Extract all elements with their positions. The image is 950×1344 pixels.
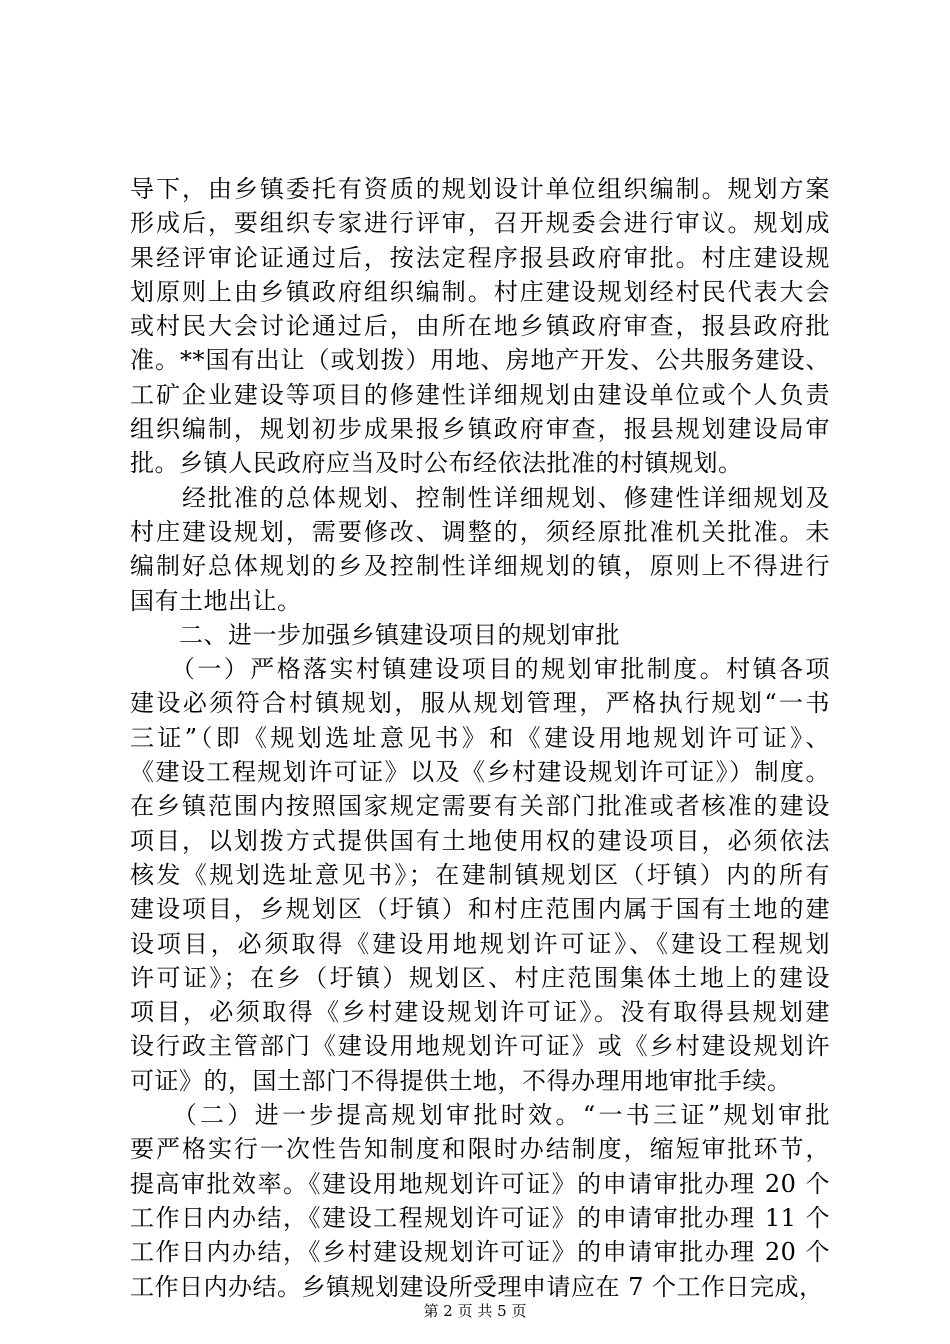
- text-line: 《建设工程规划许可证》以及《乡村建设规划许可证》）制度。: [130, 758, 830, 787]
- text-line: 三证”（即《规划选址意见书》和《建设用地规划许可证》、: [130, 723, 830, 752]
- text-line: 或村民大会讨论通过后，由所在地乡镇政府审查，报县政府批: [130, 312, 830, 341]
- text-line: 工矿企业建设等项目的修建性详细规划由建设单位或个人负责: [130, 380, 830, 409]
- text-line: 可证》的，国土部门不得提供土地，不得办理用地审批手续。: [130, 1066, 792, 1095]
- text-line: 工作日内办结。乡镇规划建设所受理申请应在 7 个工作日完成，: [130, 1272, 824, 1301]
- paragraph: [130, 481, 830, 618]
- text-line: 准。**国有出让（或划拨）用地、房地产开发、公共服务建设、: [130, 346, 830, 375]
- text-line: 形成后，要组织专家进行评审，召开规委会进行审议。规划成: [130, 209, 830, 238]
- text-line: 编制好总体规划的乡及控制性详细规划的镇，原则上不得进行: [130, 552, 830, 581]
- text-line: 工作日内办结，《乡村建设规划许可证》的申请审批办理 20 个: [130, 1238, 830, 1267]
- paragraph: [130, 1098, 830, 1304]
- text-line: （二）进一步提高规划审批时效。“一书三证”规划审批: [130, 1101, 830, 1130]
- paragraph: [130, 172, 830, 481]
- paragraph: [130, 618, 830, 652]
- paragraph: [130, 652, 830, 1098]
- text-line: 许可证》；在乡（圩镇）规划区、村庄范围集体土地上的建设: [130, 963, 830, 992]
- text-line: 经批准的总体规划、控制性详细规划、修建性详细规划及: [130, 483, 830, 512]
- text-line: 设项目，必须取得《建设用地规划许可证》、《建设工程规划: [130, 929, 830, 958]
- text-line: 工作日内办结，《建设工程规划许可证》的申请审批办理 11 个: [130, 1203, 830, 1232]
- text-line: 项目，以划拨方式提供国有土地使用权的建设项目，必须依法: [130, 826, 830, 855]
- text-line: 村庄建设规划，需要修改、调整的，须经原批准机关批准。未: [130, 517, 830, 546]
- text-line: 组织编制，规划初步成果报乡镇政府审查，报县规划建设局审: [130, 415, 830, 444]
- page-footer: 第 2 页 共 5 页: [423, 1302, 527, 1320]
- text-line: 国有土地出让。: [130, 586, 302, 615]
- text-line: 提高审批效率。《建设用地规划许可证》的申请审批办理 20 个: [130, 1169, 830, 1198]
- text-line: 设行政主管部门《建设用地规划许可证》或《乡村建设规划许: [130, 1032, 830, 1061]
- text-line: 导下，由乡镇委托有资质的规划设计单位组织编制。规划方案: [130, 175, 830, 203]
- text-line: 划原则上由乡镇政府组织编制。村庄建设规划经村民代表大会: [130, 277, 830, 306]
- text-line: 二、进一步加强乡镇建设项目的规划审批: [130, 620, 620, 649]
- text-line: 建设必须符合村镇规划，服从规划管理，严格执行规划“一书: [130, 689, 830, 718]
- text-line: 在乡镇范围内按照国家规定需要有关部门批准或者核准的建设: [130, 792, 830, 821]
- text-line: 要严格实行一次性告知制度和限时办结制度，缩短审批环节，: [130, 1135, 830, 1164]
- text-line: 项目，必须取得《乡村建设规划许可证》。没有取得县规划建: [130, 998, 830, 1027]
- text-line: 核发《规划选址意见书》；在建制镇规划区（圩镇）内的所有: [130, 860, 830, 889]
- text-line: 建设项目，乡规划区（圩镇）和村庄范围内属于国有土地的建: [130, 895, 830, 924]
- text-line: （一）严格落实村镇建设项目的规划审批制度。村镇各项: [130, 655, 830, 684]
- text-line: 果经评审论证通过后，按法定程序报县政府审批。村庄建设规: [130, 243, 830, 272]
- document-body: [130, 172, 830, 1304]
- text-line: 批。乡镇人民政府应当及时公布经依法批准的村镇规划。: [130, 449, 743, 478]
